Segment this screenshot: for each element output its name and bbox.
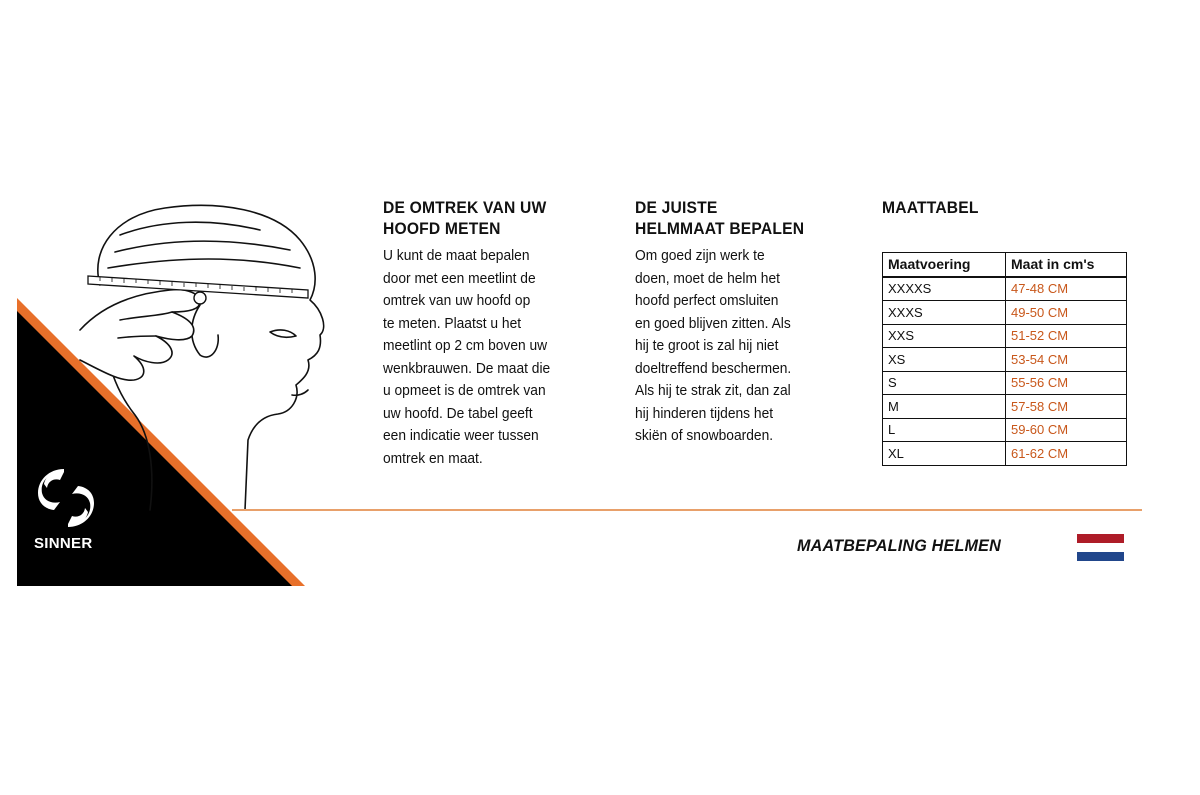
size-range: 61-62 CM [1006,442,1127,466]
netherlands-flag-icon [1077,534,1124,561]
size-table-title: MAATTABEL [882,198,979,217]
brand-name: SINNER [34,535,93,552]
size-range: 57-58 CM [1006,395,1127,419]
fit-title: DE JUISTE HELMMAAT BEPALEN [635,198,805,238]
table-row [883,418,1127,442]
table-row [883,395,1127,419]
size-range: 47-48 CM [1006,277,1127,301]
measure-title: DE OMTREK VAN UW HOOFD METEN [383,198,547,238]
column-header: Maat in cm's [1006,253,1127,277]
table-row [883,324,1127,348]
flag-stripe-white [1077,543,1124,552]
column-header: Maatvoering [883,253,1006,277]
table-row [883,348,1127,372]
table-header-row [883,253,1127,277]
table-row [883,442,1127,466]
size-label: M [883,395,1006,419]
table-row [883,277,1127,301]
flag-stripe-blue [1077,552,1124,561]
size-range: 55-56 CM [1006,371,1127,395]
size-table-section [882,197,1142,218]
flag-stripe-red [1077,534,1124,543]
size-label: XXXS [883,301,1006,325]
size-label: L [883,418,1006,442]
fit-body: Om goed zijn werk te doen, moet de helm het hoofd perfect omsluiten en goed blijven zitten. Als hij te groot is zal hij niet doeltreffend beschermen. Als hij te strak zit, dan zal hij hinderen tijdens het skiën of snowboarden. [635,247,792,444]
size-label: XL [883,442,1006,466]
measure-body: U kunt de maat bepalen door met een meetlint de omtrek van uw hoofd op te meten. Plaatst u het meetlint op 2 cm boven uw wenkbrauwen. De maat die u opmeet is de omtrek van uw hoofd. De tabel geeft een indicatie weer tussen omtrek en maat. [383,247,551,467]
size-label: XS [883,348,1006,372]
table-row [883,301,1127,325]
size-label: S [883,371,1006,395]
size-table [882,252,1127,466]
size-label: XXS [883,324,1006,348]
measure-section [383,197,603,470]
size-range: 51-52 CM [1006,324,1127,348]
fit-section [635,197,845,448]
table-row [883,371,1127,395]
size-range: 49-50 CM [1006,301,1127,325]
head-measuring-tape-illustration [60,190,350,520]
size-range: 59-60 CM [1006,418,1127,442]
footer-title: MAATBEPALING HELMEN [797,536,1001,555]
size-label: XXXXS [883,277,1006,301]
size-range: 53-54 CM [1006,348,1127,372]
footer-divider [232,509,1142,511]
